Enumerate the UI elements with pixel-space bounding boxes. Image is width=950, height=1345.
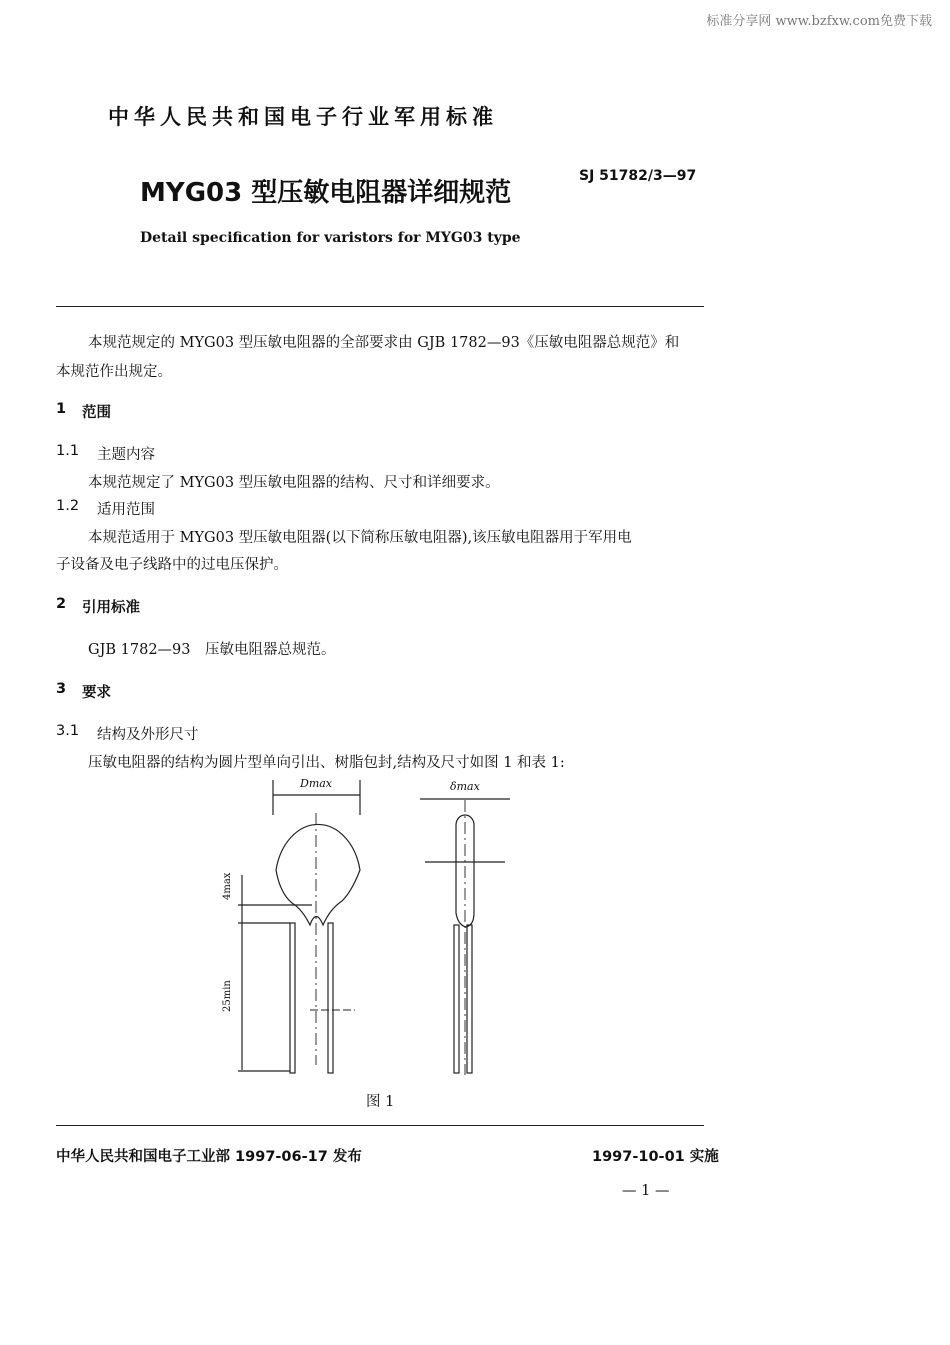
footer-rule: [56, 1125, 704, 1126]
side-lead-left: [454, 925, 459, 1073]
section-3-1-title: 结构及外形尺寸: [97, 727, 199, 743]
varistor-disc-body: [276, 824, 360, 925]
header-rule: [56, 306, 704, 307]
english-subtitle: Detail specification for varistors for MYG03 type: [140, 230, 521, 246]
section-1-1-number: 1.1: [56, 443, 80, 459]
figure-caption: 图 1: [366, 1094, 395, 1110]
section-1-2-number: 1.2: [56, 498, 80, 514]
standard-code: SJ 51782/3—97: [579, 168, 697, 184]
section-2-number: 2: [56, 596, 67, 612]
label-25min: 25min: [222, 980, 233, 1012]
section-3-1-number: 3.1: [56, 723, 80, 739]
section-1-number: 1: [56, 401, 67, 417]
section-1-1-text: 本规范规定了 MYG03 型压敏电阻器的结构、尺寸和详细要求。: [88, 475, 500, 491]
page-number: — 1 —: [622, 1183, 670, 1199]
label-delta-max: δmax: [450, 780, 480, 793]
effective-date: 1997-10-01 实施: [592, 1149, 719, 1165]
intro-line-2: 本规范作出规定。: [56, 364, 172, 380]
watermark: 标准分享网 www.bzfxw.com免费下载: [706, 14, 932, 29]
issuer: 中华人民共和国电子工业部 1997-06-17 发布: [56, 1149, 362, 1165]
front-lead-right: [328, 923, 333, 1073]
intro-line-1: 本规范规定的 MYG03 型压敏电阻器的全部要求由 GJB 1782—93《压敏电阻器总规范》和: [88, 335, 680, 351]
label-4max: 4max: [222, 872, 233, 900]
section-3-title: 要求: [82, 684, 111, 701]
section-1-title: 范围: [82, 404, 111, 421]
section-1-2-title: 适用范围: [97, 502, 155, 518]
section-1-1-title: 主题内容: [97, 447, 155, 463]
front-lead-left: [290, 923, 295, 1073]
reference-standard: GJB 1782—93 压敏电阻器总规范。: [88, 642, 336, 658]
side-lead-right: [467, 925, 472, 1073]
section-3-number: 3: [56, 681, 67, 697]
document-title: MYG03 型压敏电阻器详细规范: [140, 178, 512, 208]
label-dmax: Dmax: [300, 777, 333, 790]
section-3-1-text: 压敏电阻器的结构为圆片型单向引出、树脂包封,结构及尺寸如图 1 和表 1:: [88, 755, 565, 771]
section-1-2-line-1: 本规范适用于 MYG03 型压敏电阻器(以下简称压敏电阻器),该压敏电阻器用于军用电: [88, 530, 632, 546]
section-1-2-line-2: 子设备及电子线路中的过电压保护。: [56, 557, 288, 573]
section-2-title: 引用标准: [82, 599, 140, 616]
standard-body-heading: 中华人民共和国电子行业军用标准: [108, 105, 498, 129]
varistor-drawing: [220, 775, 520, 1075]
